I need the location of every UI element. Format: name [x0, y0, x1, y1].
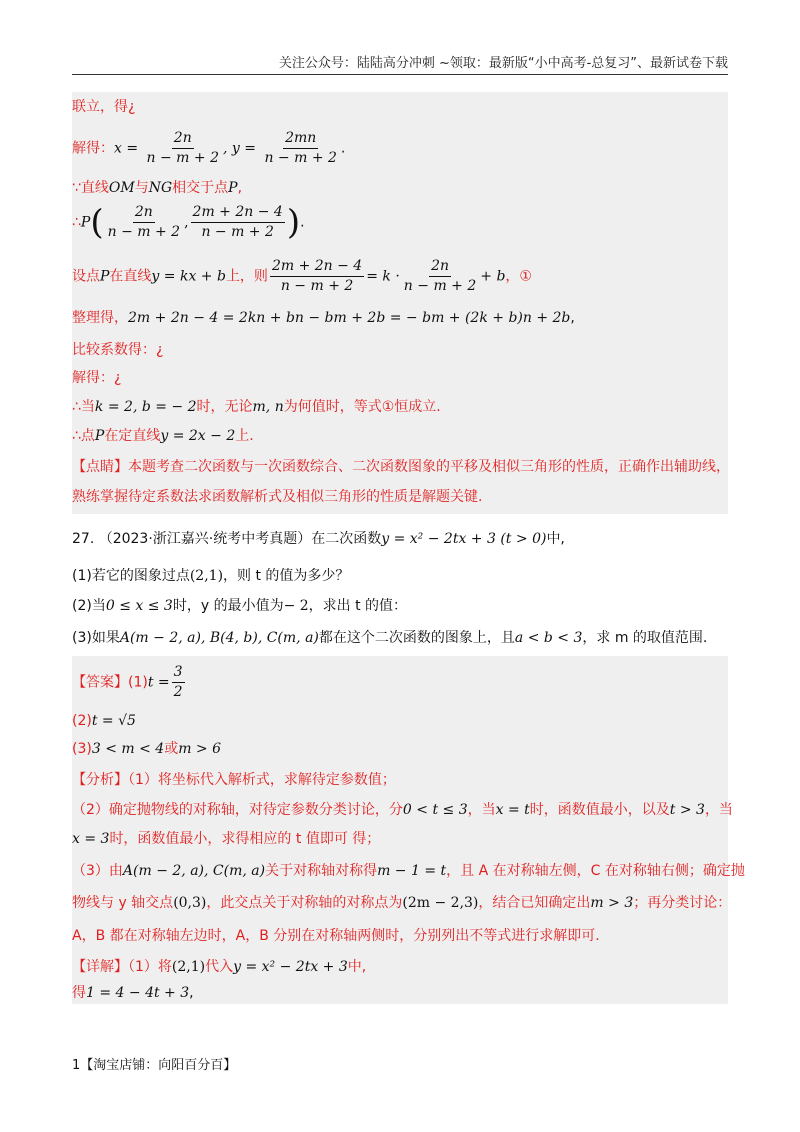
solution-line-5: 设点P在直线y = kx + b上，则 $\frac{2m + 2n - 4}{n - m + 2}$ = k · $\frac{2n}{n - m + 2}$ + b，①: [72, 258, 532, 294]
page-header: 关注公众号：陆陆高分冲刺 ~领取：最新版“小中高考-总复习”、最新试卷下载: [72, 52, 728, 75]
solution-line-4: ∴P( $\frac{2n}{n - m + 2}$ , $\frac{2m + 2n - 4}{n - m + 2}$ ).: [72, 202, 305, 243]
fraction-answer-1: $\frac{3}{2}$: [173, 664, 183, 700]
solution-line-9: ∴当k = 2, b = − 2时，无论m, n为何值时，等式①恒成立.: [72, 399, 441, 415]
fraction-line-rhs: $\frac{2n}{n - m + 2}$: [403, 258, 477, 294]
solution-line-3: ∵直线OM与NG相交于点P,: [72, 180, 243, 196]
analysis-1: 【分析】（1）将坐标代入解析式，求解待定参数值；: [72, 772, 396, 788]
detail-1: 【详解】（1）将(2,1)代入y = x² − 2tx + 3中,: [72, 959, 367, 975]
question-3: (3)如果A(m − 2, a), B(4, b), C(m, a)都在这个二次函数的图象上，且a < b < 3，求 m 的取值范围.: [72, 630, 708, 646]
solution-line-1: 联立，得¿: [72, 99, 136, 115]
dianjing-line-2: 熟练掌握待定系数法求函数解析式及相似三角形的性质是解题关键.: [72, 489, 483, 505]
problem-stem: 27. （2023·浙江嘉兴·统考中考真题）在二次函数y = x² − 2tx + 3 (t > 0)中,: [72, 531, 565, 547]
analysis-4: （3）由A(m − 2, a), C(m, a)关于对称轴对称得m − 1 = t，且 A 在对称轴左侧，C 在对称轴右侧；确定抛: [72, 863, 745, 879]
analysis-5: 物线与 y 轴交点(0,3)，此交点关于对称轴的对称点为(2m − 2,3)，结合已知确定出m > 3；再分类讨论：: [72, 895, 732, 911]
fraction-p-x: $\frac{2n}{n - m + 2}$: [107, 204, 181, 240]
fraction-p-y: $\frac{2m + 2n - 4}{n - m + 2}$: [192, 204, 283, 240]
fraction-line-lhs: $\frac{2m + 2n - 4}{n - m + 2}$: [271, 258, 363, 294]
answer-1: 【答案】(1)t = $\frac{3}{2}$: [72, 664, 183, 700]
question-1: (1)若它的图象过点(2,1)，则 t 的值为多少？: [72, 568, 350, 584]
answer-2: (2)t = √5: [72, 713, 136, 729]
analysis-3: x = 3时，函数值最小，求得相应的 t 值即可 得；: [72, 831, 381, 847]
solution-line-7: 比较系数得：¿: [72, 342, 164, 358]
dianjing-line-1: 【点睛】本题考查二次函数与一次函数综合、二次函数图象的平移及相似三角形的性质，正确作出辅助线，: [72, 459, 730, 475]
analysis-2: （2）确定抛物线的对称轴，对待定参数分类讨论，分0 < t ≤ 3，当x = t时，函数值最小，以及t > 3，当: [72, 802, 733, 818]
fraction-x: $\frac{2n}{n - m + 2}$: [146, 130, 219, 166]
solution-line-6: 整理得，2m + 2n − 4 = 2kn + bn − bm + 2b = − bm + (2k + b)n + 2b,: [72, 310, 575, 326]
analysis-6: A，B 都在对称轴左边时，A，B 分别在对称轴两侧时，分别列出不等式进行求解即可.: [72, 928, 600, 944]
solution-line-8: 解得：¿: [72, 370, 122, 386]
fraction-y: $\frac{2mn}{n - m + 2}$: [264, 130, 337, 166]
solution-line-10: ∴点P在定直线y = 2x − 2上.: [72, 428, 254, 444]
detail-2: 得1 = 4 − 4t + 3,: [72, 985, 194, 1001]
answer-3: (3)3 < m < 4或m > 6: [72, 741, 222, 757]
question-2: (2)当0 ≤ x ≤ 3时，y 的最小值为− 2，求出 t 的值：: [72, 598, 408, 614]
page-footer: 1【淘宝店铺：向阳百分百】: [72, 1058, 237, 1073]
solution-line-2: 解得：x = $\frac{2n}{n - m + 2}$ , y = $\frac{2mn}{n - m + 2}$ .: [72, 130, 346, 166]
